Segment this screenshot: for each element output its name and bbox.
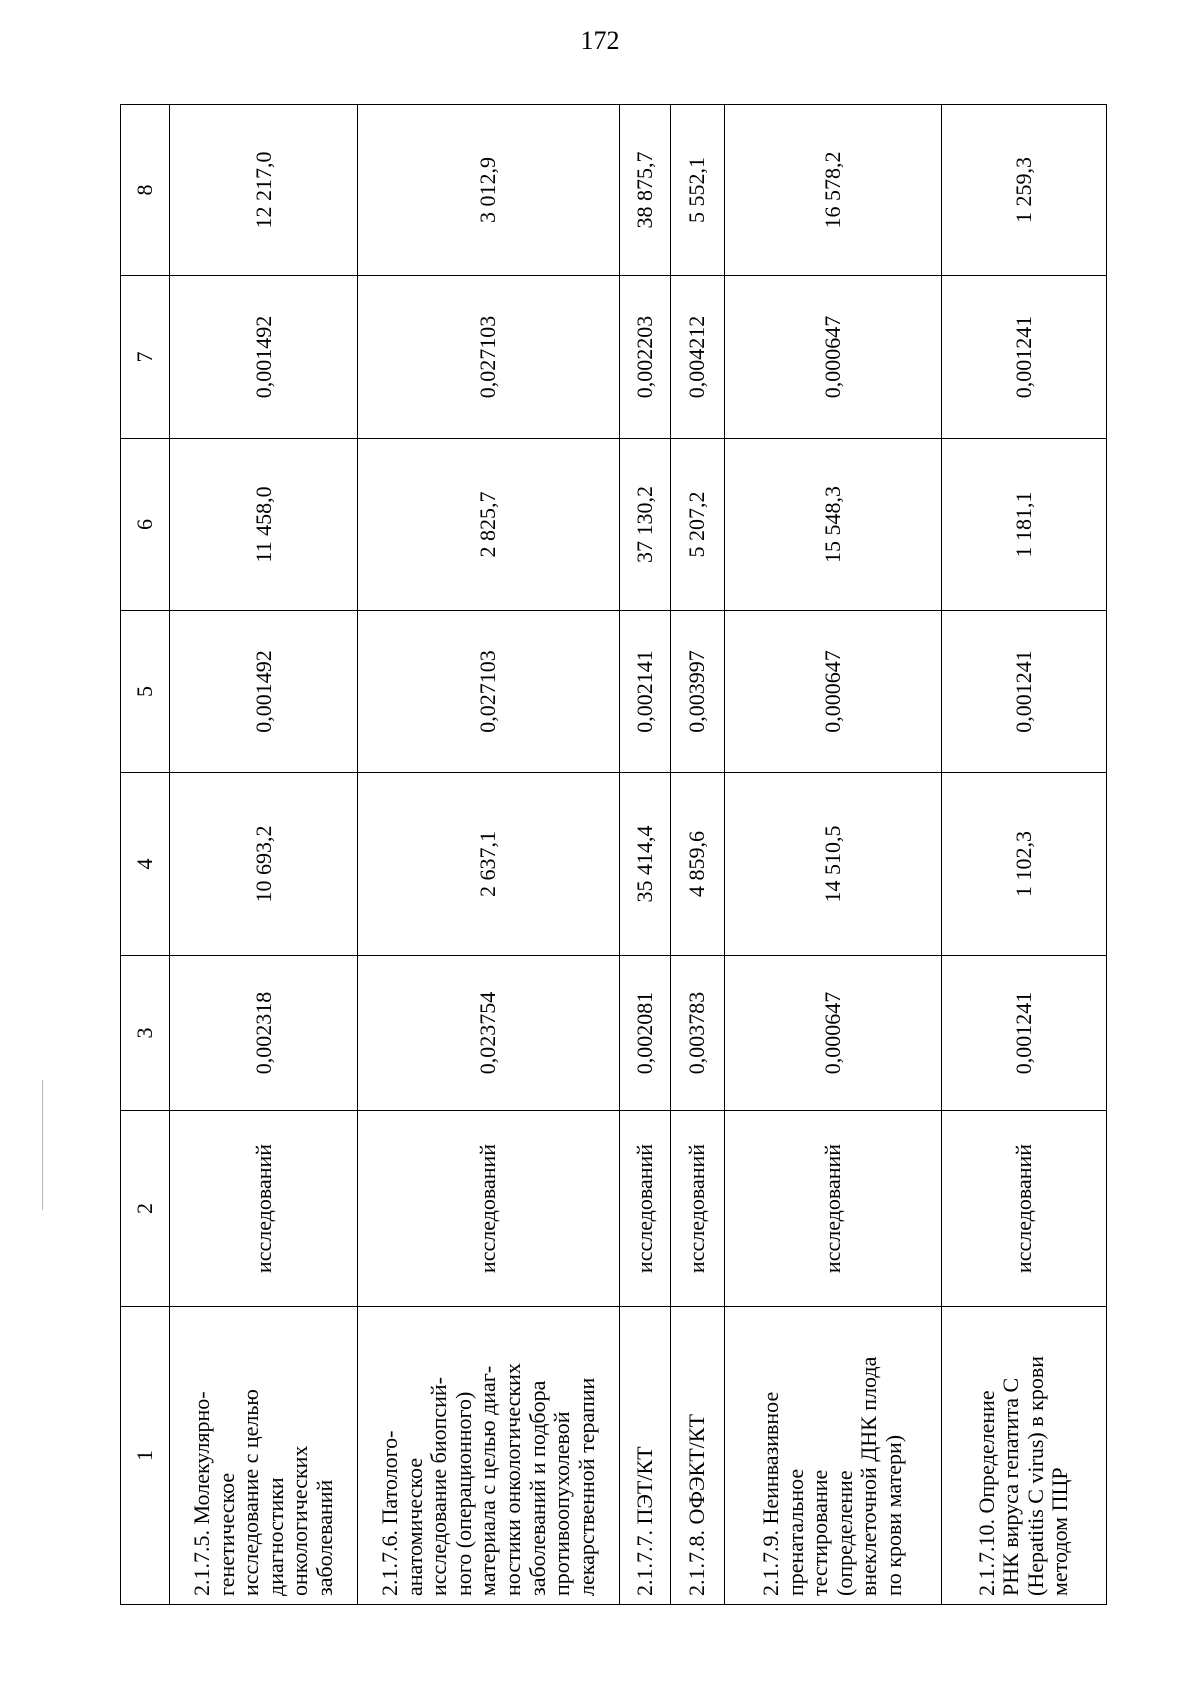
row-value-c4: 10 693,2 <box>170 773 358 956</box>
header-cell-4: 4 <box>121 773 170 956</box>
page-number: 172 <box>580 26 620 55</box>
row-value-c6: 15 548,3 <box>725 439 942 611</box>
row-name-line: 2.1.7.9. Неинвазивное <box>757 1391 783 1596</box>
row-value-c7: 0,000647 <box>725 276 942 439</box>
row-unit-cell: исследований <box>671 1111 725 1307</box>
row-value-c3: 0,000647 <box>725 956 942 1111</box>
row-unit-cell: исследований <box>170 1111 358 1307</box>
row-value-c4: 2 637,1 <box>358 773 620 956</box>
row-name-line: диагностики <box>262 1477 288 1596</box>
row-name-cell <box>725 1307 942 1605</box>
row-value-c4: 4 859,6 <box>671 773 725 956</box>
row-name-line: заболеваний <box>312 1479 338 1596</box>
row-value-c8: 5 552,1 <box>671 105 725 276</box>
row-value-c5: 0,000647 <box>725 611 942 773</box>
row-name-line: противоопухолевой <box>549 1411 575 1596</box>
row-unit-cell: исследований <box>941 1111 1106 1307</box>
row-value-c7: 0,004212 <box>671 276 725 439</box>
row-value-c4: 1 102,3 <box>941 773 1106 956</box>
row-name-line: исследование с целью <box>238 1389 264 1596</box>
table-row <box>620 105 671 1605</box>
row-name-line: 2.1.7.5. Молекулярно- <box>188 1391 214 1596</box>
row-value-c8: 1 259,3 <box>941 105 1106 276</box>
table-row <box>358 105 620 1605</box>
row-name-cell <box>671 1307 725 1605</box>
row-value-c8: 38 875,7 <box>620 105 671 276</box>
header-cell-2: 2 <box>121 1111 170 1307</box>
row-name-line: внеклеточной ДНК плода <box>856 1356 882 1596</box>
header-cell-5: 5 <box>121 611 170 773</box>
tariff-table <box>120 104 1107 1605</box>
row-name-line: анатомическое <box>401 1457 427 1596</box>
table-row <box>170 105 358 1605</box>
row-name-line: ного (операционного) <box>450 1391 476 1596</box>
row-value-c6: 37 130,2 <box>620 439 671 611</box>
row-name-line: 2.1.7.6. Патолого- <box>376 1430 402 1596</box>
row-name-line: материала с целью диаг- <box>475 1365 501 1596</box>
row-value-c6: 11 458,0 <box>170 439 358 611</box>
row-name-line: РНК вируса гепатита С <box>998 1377 1024 1596</box>
row-value-c7: 0,027103 <box>358 276 620 439</box>
row-name-line: (Hepatitis C virus) в крови <box>1022 1356 1048 1596</box>
row-value-c7: 0,001241 <box>941 276 1106 439</box>
row-value-c3: 0,023754 <box>358 956 620 1111</box>
rotated-table-wrapper <box>120 105 1107 1605</box>
row-value-c5: 0,001241 <box>941 611 1106 773</box>
row-value-c4: 14 510,5 <box>725 773 942 956</box>
row-value-c5: 0,003997 <box>671 611 725 773</box>
row-value-c3: 0,003783 <box>671 956 725 1111</box>
row-value-c6: 2 825,7 <box>358 439 620 611</box>
row-name-line: ностики онкологических <box>500 1363 526 1596</box>
row-name-line: 2.1.7.10. Определение <box>973 1390 999 1596</box>
header-cell-6: 6 <box>121 439 170 611</box>
row-name-cell <box>170 1307 358 1605</box>
row-value-c7: 0,002203 <box>620 276 671 439</box>
row-name-line: (определение <box>831 1470 857 1596</box>
row-name-line: 2.1.7.8. ОФЭКТ/КТ <box>684 1414 710 1596</box>
row-name-line: генетическое <box>213 1472 239 1596</box>
row-value-c5: 0,001492 <box>170 611 358 773</box>
row-value-c6: 1 181,1 <box>941 439 1106 611</box>
row-name-cell <box>358 1307 620 1605</box>
row-value-c7: 0,001492 <box>170 276 358 439</box>
row-value-c6: 5 207,2 <box>671 439 725 611</box>
table-row <box>941 105 1106 1605</box>
row-name-line: исследование биопсий- <box>426 1376 452 1596</box>
row-name-line: пренатальное <box>782 1468 808 1596</box>
scan-artifact-line <box>42 1080 43 1210</box>
row-value-c5: 0,027103 <box>358 611 620 773</box>
row-name-line: заболеваний и подбора <box>524 1380 550 1596</box>
table-row <box>671 105 725 1605</box>
row-value-c8: 12 217,0 <box>170 105 358 276</box>
row-name-cell <box>941 1307 1106 1605</box>
row-value-c3: 0,001241 <box>941 956 1106 1111</box>
row-name-line: 2.1.7.7. ПЭТ/КТ <box>631 1446 657 1596</box>
table-row <box>725 105 942 1605</box>
row-name-line: лекарственной терапии <box>573 1377 599 1596</box>
row-unit-cell: исследований <box>358 1111 620 1307</box>
header-row <box>121 105 170 1605</box>
header-cell-1: 1 <box>121 1307 170 1605</box>
row-value-c4: 35 414,4 <box>620 773 671 956</box>
row-name-line: по крови матери) <box>881 1434 907 1596</box>
row-name-cell <box>620 1307 671 1605</box>
row-value-c3: 0,002081 <box>620 956 671 1111</box>
header-cell-7: 7 <box>121 276 170 439</box>
header-cell-8: 8 <box>121 105 170 276</box>
row-value-c5: 0,002141 <box>620 611 671 773</box>
row-unit-cell: исследований <box>620 1111 671 1307</box>
header-cell-3: 3 <box>121 956 170 1111</box>
row-value-c8: 3 012,9 <box>358 105 620 276</box>
row-value-c8: 16 578,2 <box>725 105 942 276</box>
row-value-c3: 0,002318 <box>170 956 358 1111</box>
row-name-line: тестирование <box>807 1469 833 1596</box>
row-name-line: методом ПЦР <box>1047 1467 1073 1596</box>
row-name-line: онкологических <box>287 1445 313 1596</box>
row-unit-cell: исследований <box>725 1111 942 1307</box>
